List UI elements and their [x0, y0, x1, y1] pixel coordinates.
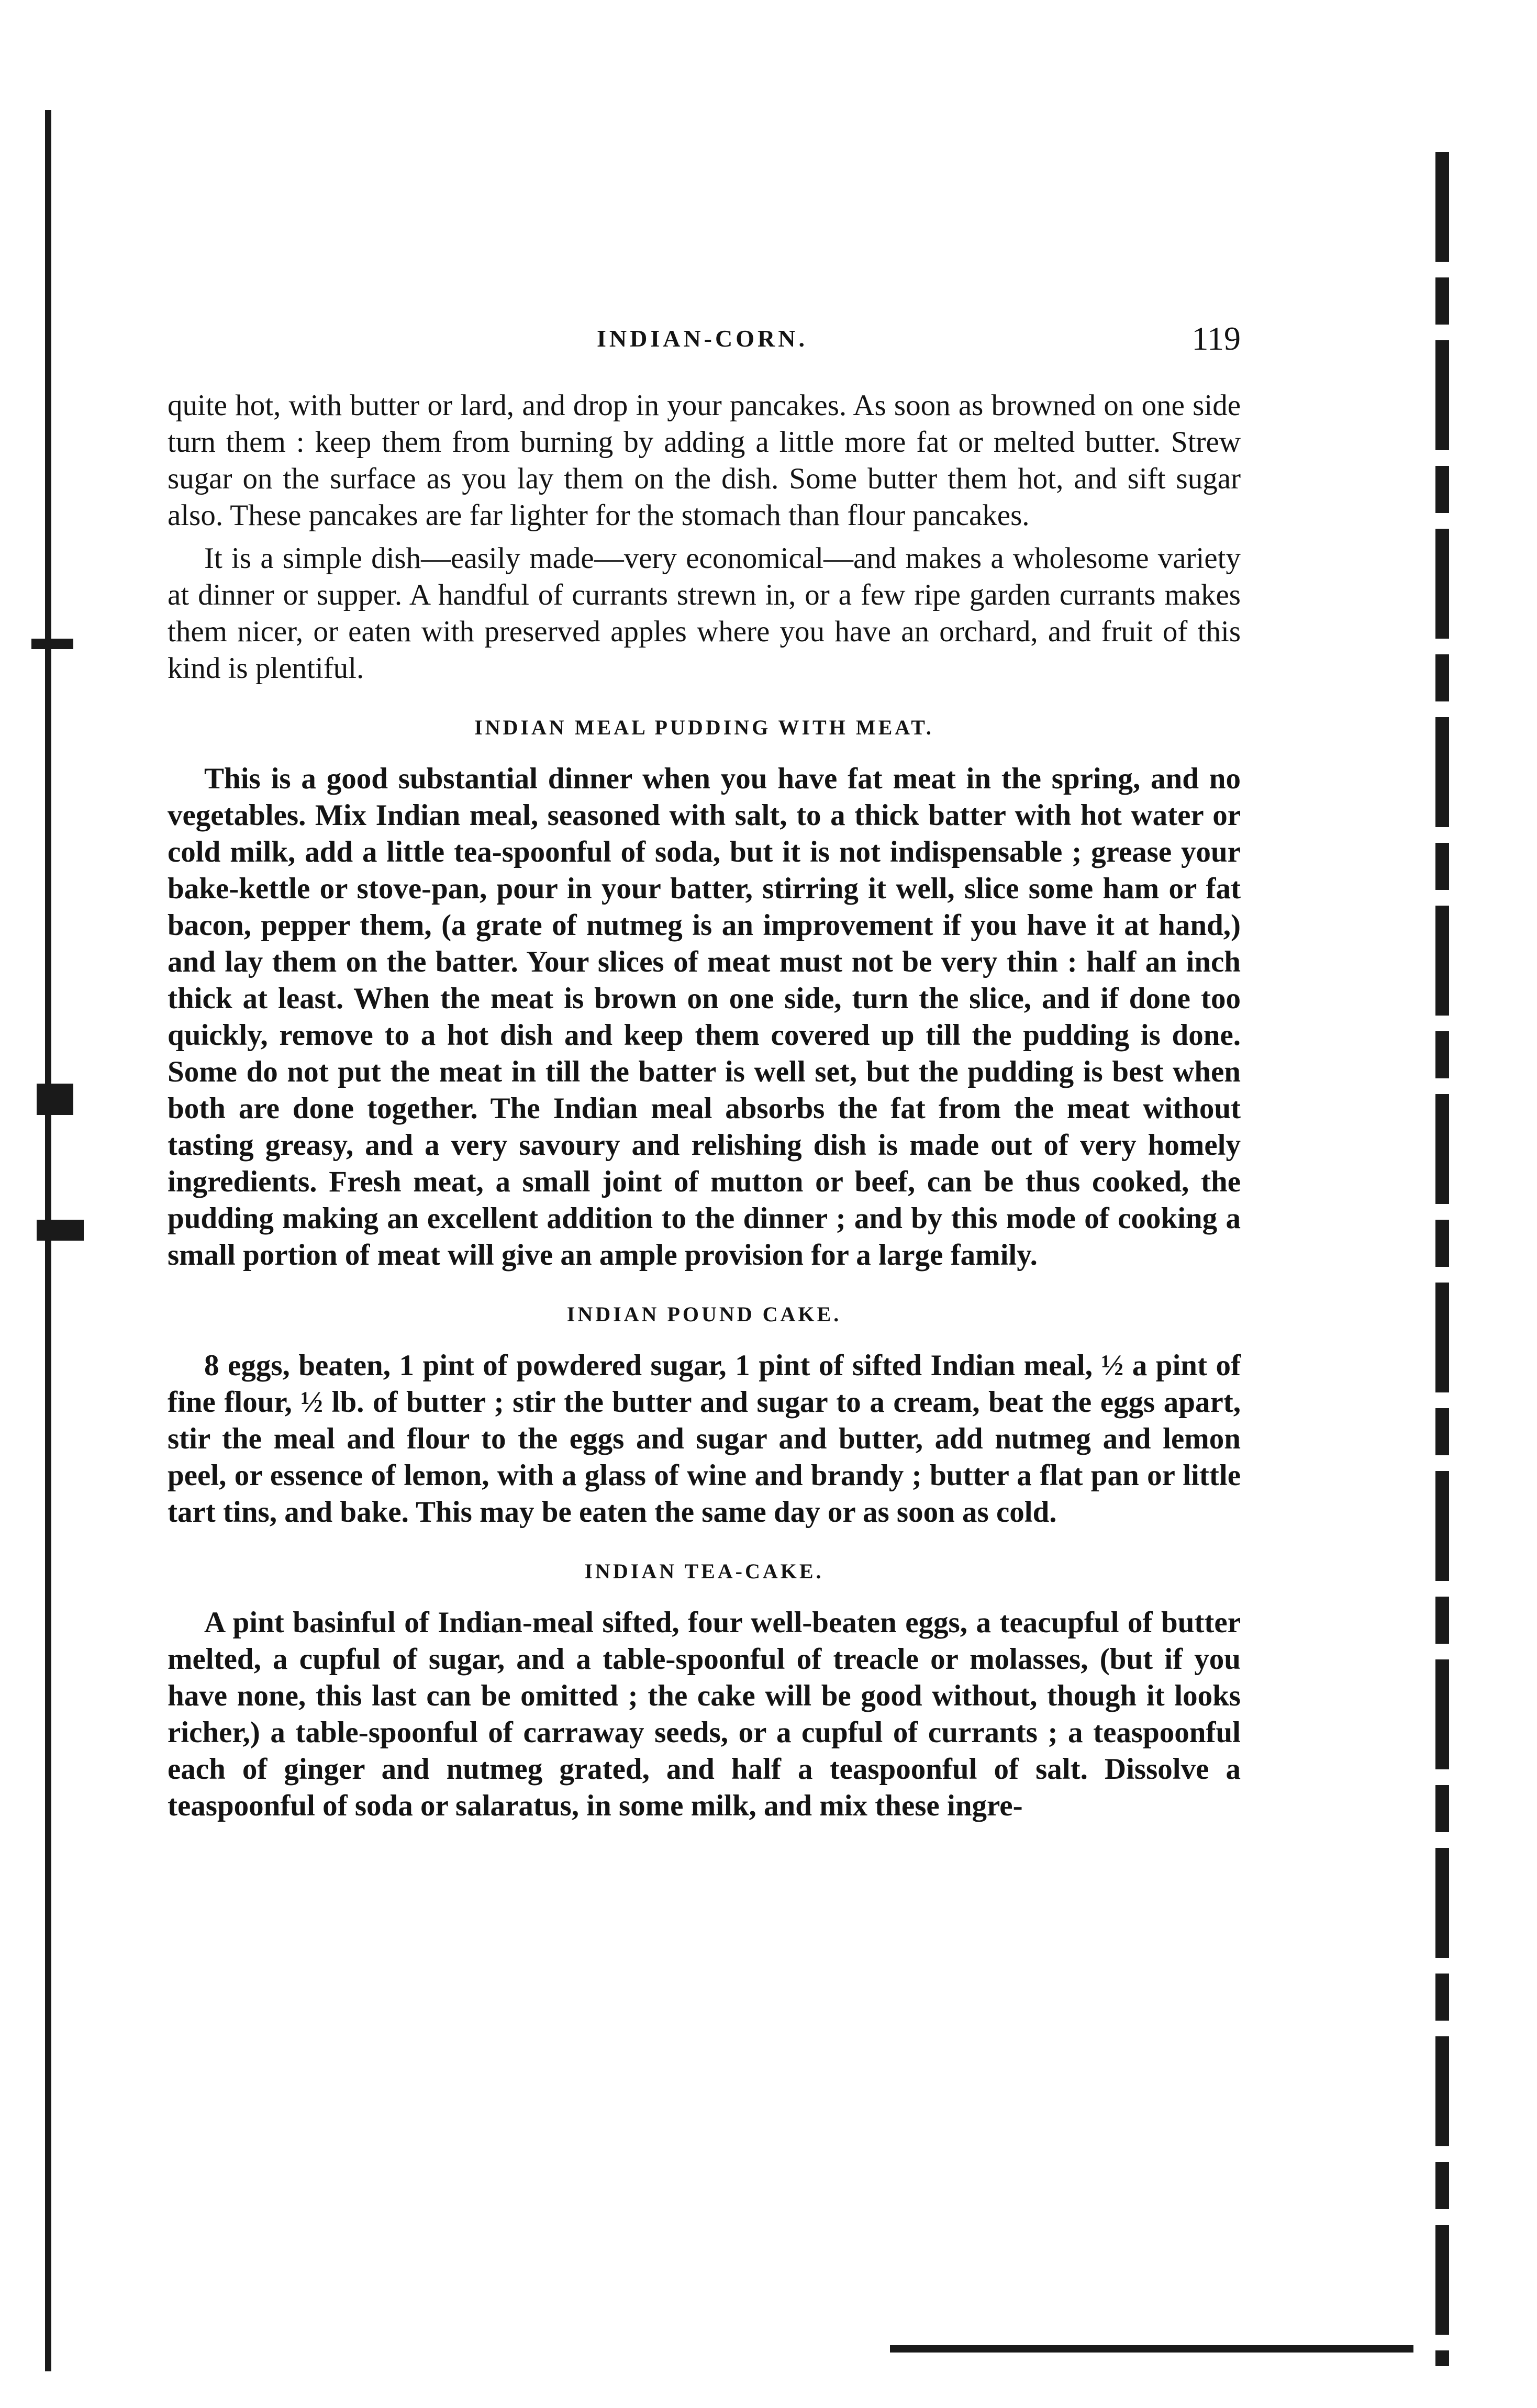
recipe-paragraph: A pint basinful of Indian-meal sifted, four well-beaten eggs, a teacupful of butter melted, a cupful of sugar, and a table-spoonful of treacle or molasses, (but if you have none, this last can be omitted ; the cake will be good without, though it looks richer,) a table-spoonful of carraway seeds, or a cupful of currants ; a teaspoonful each of ginger and nutmeg grated, and half a teaspoonful of salt. Dissolve a teaspoonful of soda or salaratus, in some milk, and mix these ingre-: [168, 1606, 1241, 1822]
recipe-heading: INDIAN MEAL PUDDING WITH MEAT.: [474, 716, 934, 739]
page-body: [168, 387, 1241, 1824]
scan-mark: [37, 1220, 84, 1241]
running-title: INDIAN-CORN.: [597, 325, 808, 352]
recipe-heading: INDIAN POUND CAKE.: [566, 1302, 842, 1326]
scan-mark: [890, 2345, 1413, 2353]
scan-mark: [37, 1084, 73, 1115]
recipe-heading: INDIAN TEA-CAKE.: [584, 1559, 824, 1583]
scan-mark: [31, 639, 73, 649]
body-paragraph: It is a simple dish—easily made—very economical—and makes a wholesome variety at dinner or supper. A handful of currants strewn in, or a few ripe garden currants makes them nicer, or eaten with preserved apples where you have an orchard, and fruit of this kind is plentiful.: [168, 542, 1241, 685]
page-number: 119: [1191, 320, 1241, 357]
recipe-paragraph: 8 eggs, beaten, 1 pint of powdered sugar, 1 pint of sifted Indian meal, ½ a pint of fine flour, ½ lb. of butter ; stir the butter and sugar to a cream, beat the eggs apart, stir the meal and flour to the eggs and sugar and butter, add nutmeg and lemon peel, or essence of lemon, with a glass of wine and brandy ; butter a flat pan or little tart tins, and bake. This may be eaten the same day or as soon as cold.: [168, 1349, 1241, 1529]
running-head: [168, 319, 1241, 366]
scan-edge-left: [45, 110, 51, 2371]
recipe-paragraph: This is a good substantial dinner when you have fat meat in the spring, and no vegetables. Mix Indian meal, seasoned with salt, to a thick batter with hot water or cold milk, add a little tea-spoonful of soda, but it is not indispensable ; grease your bake-kettle or stove-pan, pour in your batter, stirring it well, slice some ham or fat bacon, pepper them, (a grate of nutmeg is an improvement if you have it at hand,) and lay them on the batter. Your slices of meat must not be very thin : half an inch thick at least. When the meat is brown on one side, turn the slice, and if done too quickly, remove to a hot dish and keep them covered up till the pudding is done. Some do not put the meat in till the batter is well set, but the pudding is best when both are done together. The Indian meal absorbs the fat from the meat without tasting greasy, and a very savoury and relishing dish is made out of very homely ingredients. Fresh meat, a small joint of mutton or beef, can be thus cooked, the pudding making an excellent addition to the dinner ; and by this mode of cooking a small portion of meat will give an ample provision for a large family.: [168, 762, 1241, 1272]
scan-edge-right: [1435, 152, 1449, 2366]
body-paragraph: quite hot, with butter or lard, and drop in your pancakes. As soon as browned on one side turn them : keep them from burning by adding a little more fat or melted butter. Strew sugar on the surface as you lay them on the dish. Some butter them hot, and sift sugar also. These pancakes are far lighter for the stomach than flour pancakes.: [168, 389, 1241, 532]
